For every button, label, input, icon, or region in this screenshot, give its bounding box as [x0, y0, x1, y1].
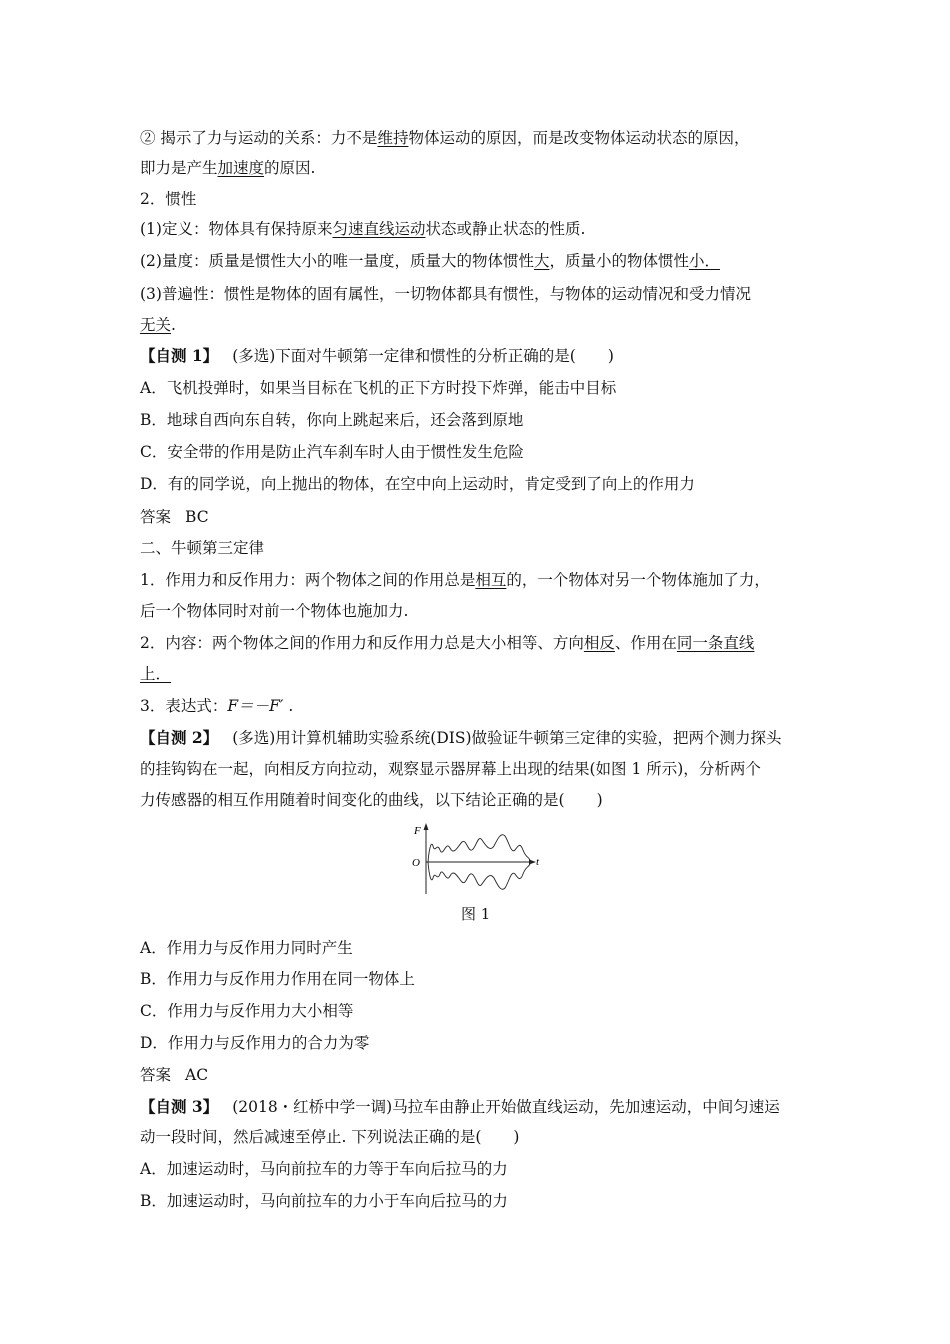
- text-segment: 1．作用力和反作用力：两个物体之间的作用总是: [140, 571, 476, 589]
- x-axis-label: t: [536, 856, 540, 868]
- text-segment: 即力是产生: [140, 159, 218, 177]
- text-line: [140, 663, 171, 685]
- text-line: [140, 569, 770, 591]
- text-segment: 的，一个物体对另一个物体施加了力，: [506, 571, 770, 589]
- option-c: C．作用力与反作用力大小相等: [140, 1002, 354, 1020]
- text-segment: 物体运动的原因，而是改变物体运动状态的原因，: [408, 129, 750, 147]
- section-heading: 2．惯性: [140, 190, 197, 208]
- text-segment: .: [283, 697, 294, 715]
- x-axis-arrow: [529, 860, 536, 865]
- question-tag: 【自测 3】: [140, 1097, 219, 1116]
- text-line: [140, 789, 603, 811]
- text-segment: ② 揭示了力与运动的关系：力不是: [140, 129, 378, 147]
- option-a: A．加速运动时，马向前拉车的力等于车向后拉马的力: [140, 1160, 508, 1178]
- question-text: (2018・红桥中学一调)马拉车由静止开始做直线运动，先加速运动，中间匀速运: [232, 1098, 780, 1116]
- y-axis-label: F: [414, 825, 421, 837]
- answer-line: [140, 506, 209, 528]
- text-line: [140, 314, 176, 336]
- text-line: [140, 632, 754, 654]
- force-curve-upper: [428, 835, 530, 862]
- answer-blank: 相互: [475, 571, 507, 589]
- question-paren: ): [607, 347, 614, 365]
- option-d: D．作用力与反作用力的合力为零: [140, 1034, 370, 1052]
- origin-label: O: [412, 857, 420, 869]
- question-paren: ): [513, 1128, 520, 1146]
- y-axis-arrow: [424, 823, 429, 830]
- answer-blank: 同一条直线: [676, 634, 755, 652]
- text-segment: ，质量小的物体惯性: [549, 252, 689, 270]
- answer-blank: 上．: [140, 665, 172, 683]
- text-line: 后一个物体同时对前一个物体也施加力.: [140, 602, 409, 620]
- text-line: [140, 127, 749, 149]
- force-time-figure: [408, 820, 544, 898]
- text-segment: (2)量度：质量是惯性大小的唯一量度，质量大的物体惯性: [140, 252, 534, 270]
- answer-label: 答案: [140, 508, 172, 526]
- answer-blank: 维持: [377, 129, 409, 147]
- answer-blank: 匀速直线运动: [332, 220, 426, 238]
- answer-line: [140, 1064, 208, 1086]
- answer-blank: 加速度: [217, 159, 265, 177]
- answer-blank: 相反: [583, 634, 615, 652]
- text-segment: (1)定义：物体具有保持原来: [140, 220, 333, 238]
- option-b: B．作用力与反作用力作用在同一物体上: [140, 970, 415, 988]
- section-title: 二、牛顿第三定律: [140, 539, 265, 557]
- text-line: [140, 250, 720, 272]
- question-2: [140, 727, 782, 749]
- question-tag: 【自测 1】: [140, 346, 219, 365]
- text-segment: 2．内容：两个物体之间的作用力和反作用力总是大小相等、方向: [140, 634, 584, 652]
- question-text: (多选)下面对牛顿第一定律和惯性的分析正确的是(: [232, 347, 576, 365]
- figure-caption: 图 1: [461, 905, 491, 923]
- text-segment: 3．表达式：: [140, 697, 228, 715]
- text-segment: 的原因.: [264, 159, 316, 177]
- question-text: 力传感器的相互作用随着时间变化的曲线，以下结论正确的是(: [140, 791, 565, 809]
- text-segment: 、作用在: [614, 634, 677, 652]
- option-b: B．加速运动时，马向前拉车的力小于车向后拉马的力: [140, 1192, 508, 1210]
- option-d: D．有的同学说，向上抛出的物体，在空中向上运动时，肯定受到了向上的作用力: [140, 475, 695, 493]
- text-line: [140, 218, 585, 240]
- question-3: [140, 1096, 780, 1118]
- text-line: [140, 695, 293, 717]
- option-c: C．安全带的作用是防止汽车刹车时人由于惯性发生危险: [140, 443, 524, 461]
- text-segment: .: [171, 316, 176, 334]
- text-line: [140, 1126, 519, 1148]
- text-segment: 状态或静止状态的性质.: [425, 220, 586, 238]
- text-line: [140, 157, 315, 179]
- question-text: 动一段时间，然后减速至停止. 下列说法正确的是(: [140, 1128, 482, 1146]
- text-line: 的挂钩钩在一起，向相反方向拉动，观察显示器屏幕上出现的结果(如图 1 所示)，分析两个: [140, 760, 761, 778]
- answer-value: BC: [185, 508, 209, 526]
- answer-blank: 大: [533, 252, 550, 270]
- force-curve-lower: [428, 862, 530, 889]
- option-b: B．地球自西向东自转，你向上跳起来后，还会落到原地: [140, 411, 524, 429]
- answer-blank: 无关: [140, 316, 172, 334]
- formula: F＝－F′: [227, 697, 284, 715]
- question-1: [140, 345, 614, 367]
- question-tag: 【自测 2】: [140, 728, 219, 747]
- option-a: A．飞机投弹时，如果当目标在飞机的正下方时投下炸弹，能击中目标: [140, 379, 617, 397]
- text-line: (3)普遍性：惯性是物体的固有属性，一切物体都具有惯性，与物体的运动情况和受力情况: [140, 285, 751, 303]
- answer-label: 答案: [140, 1066, 172, 1084]
- answer-value: AC: [185, 1066, 209, 1084]
- option-a: A．作用力与反作用力同时产生: [140, 939, 353, 957]
- question-paren: ): [596, 791, 603, 809]
- answer-blank: 小．: [689, 252, 721, 270]
- question-text: (多选)用计算机辅助实验系统(DIS)做验证牛顿第三定律的实验，把两个测力探头: [232, 729, 782, 747]
